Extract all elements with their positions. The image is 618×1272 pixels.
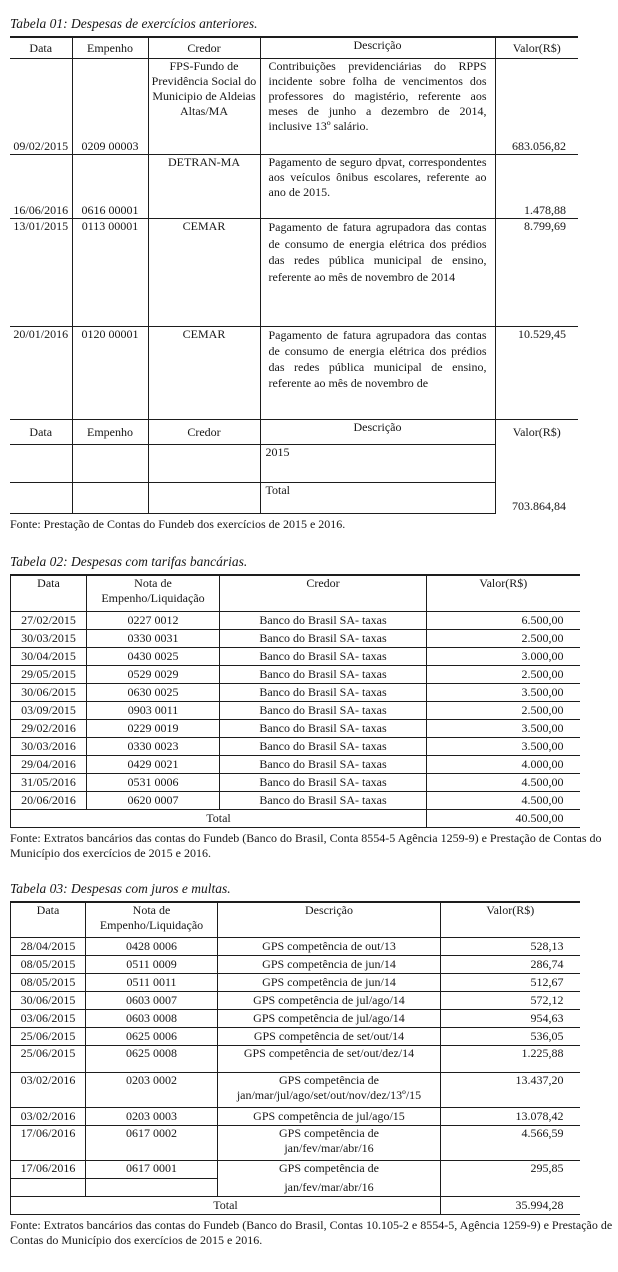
cell-nota bbox=[86, 1179, 218, 1197]
cell-valor: 3.000,00 bbox=[427, 648, 580, 666]
table-row bbox=[11, 684, 580, 702]
cell-nota: 0203 0003 bbox=[86, 1108, 218, 1126]
cell-valor: 286,74 bbox=[441, 956, 580, 974]
cell-nota: 0428 0006 bbox=[86, 938, 218, 956]
total-value: 35.994,28 bbox=[441, 1197, 580, 1215]
cell-data bbox=[10, 445, 72, 483]
cell-data: 03/09/2015 bbox=[11, 702, 87, 720]
cell-nota: 0531 0006 bbox=[87, 774, 220, 792]
cell-valor: 3.500,00 bbox=[427, 720, 580, 738]
cell-valor: 6.500,00 bbox=[427, 612, 580, 630]
table2-source-note: Fonte: Extratos bancários das contas do Fundeb (Banco do Brasil, Conta 8554-5 Agência 1259-9) e Prestação de Contas do Município dos exercícios de 2015 e 2016. bbox=[10, 831, 602, 860]
cell-data: 25/06/2015 bbox=[11, 1046, 86, 1073]
cell-valor: 528,13 bbox=[441, 938, 580, 956]
table-row bbox=[10, 219, 578, 327]
cell-valor: 13.437,20 bbox=[441, 1073, 580, 1108]
cell-valor: 4.500,00 bbox=[427, 792, 580, 810]
total-label: Total bbox=[260, 483, 495, 514]
cell-valor: 4.000,00 bbox=[427, 756, 580, 774]
cell-credor: Banco do Brasil SA- taxas bbox=[220, 630, 427, 648]
cell-valor: 1.225,88 bbox=[441, 1046, 580, 1073]
table2-total-row bbox=[11, 810, 580, 828]
cell-valor: 2.500,00 bbox=[427, 666, 580, 684]
cell-descricao: Contribuições previdenciárias do RPPS incidente sobre folha de vencimentos dos professores do magistério, referente aos meses de junho a dezembro de 2014, inclusive 13º salário. bbox=[260, 59, 495, 155]
cell-nota: 0603 0007 bbox=[86, 992, 218, 1010]
table3-col-valor: Valor(R$) bbox=[441, 902, 580, 938]
table3-title: Tabela 03: Despesas com juros e multas. bbox=[10, 881, 231, 896]
total-label: Total bbox=[11, 810, 427, 828]
cell-empenho: 0113 00001 bbox=[72, 219, 148, 327]
cell-descricao: GPS competência de jul/ago/14 bbox=[218, 992, 441, 1010]
table1-col-descricao: Descrição bbox=[260, 37, 495, 59]
table1-col-empenho: Empenho bbox=[72, 37, 148, 59]
cell-valor: 4.500,00 bbox=[427, 774, 580, 792]
table1-col-credor: Credor bbox=[148, 37, 260, 59]
table-row bbox=[11, 702, 580, 720]
table-row bbox=[11, 1010, 580, 1028]
table3-col-descricao: Descrição bbox=[218, 902, 441, 938]
cell-data: 30/06/2015 bbox=[11, 684, 87, 702]
cell-descricao: 2015 bbox=[260, 445, 495, 483]
cell-data bbox=[10, 483, 72, 514]
descricao-line1: GPS competência de bbox=[279, 1073, 379, 1087]
table-row bbox=[11, 1046, 580, 1073]
table-row bbox=[11, 612, 580, 630]
cell-data: 09/02/2015 bbox=[10, 59, 72, 155]
cell-data: 29/05/2015 bbox=[11, 666, 87, 684]
cell-descricao: GPS competência de jul/ago/15 bbox=[218, 1108, 441, 1126]
total-value: 40.500,00 bbox=[427, 810, 580, 828]
cell-empenho: 0209 00003 bbox=[72, 59, 148, 155]
table3-source-note: Fonte: Extratos bancários das contas do Fundeb (Banco do Brasil, Contas 10.105-2 e 8554-5, Agência 1259-9) e Prestação de Contas do Município dos exercícios de 2015 e 2016. bbox=[10, 1218, 613, 1247]
cell-empenho bbox=[72, 483, 148, 514]
cell-valor: 13.078,42 bbox=[441, 1108, 580, 1126]
cell-credor: Banco do Brasil SA- taxas bbox=[220, 648, 427, 666]
cell-data: 20/06/2016 bbox=[11, 792, 87, 810]
cell-empenho bbox=[72, 445, 148, 483]
cell-nota: 0430 0025 bbox=[87, 648, 220, 666]
cell-valor: 3.500,00 bbox=[427, 684, 580, 702]
cell-credor: DETRAN-MA bbox=[148, 155, 260, 219]
cell-data: 28/04/2015 bbox=[11, 938, 86, 956]
descricao-line1: GPS competência de bbox=[279, 1126, 379, 1140]
cell-valor: 572,12 bbox=[441, 992, 580, 1010]
cell-nota: 0429 0021 bbox=[87, 756, 220, 774]
cell-nota: 0330 0023 bbox=[87, 738, 220, 756]
descricao-line2: jan/fev/mar/abr/16 bbox=[284, 1141, 374, 1155]
cell-credor: Banco do Brasil SA- taxas bbox=[220, 702, 427, 720]
cell-data: 03/02/2016 bbox=[11, 1073, 86, 1108]
table-row bbox=[11, 1028, 580, 1046]
cell-data: 27/02/2015 bbox=[11, 612, 87, 630]
cell-data: 25/06/2015 bbox=[11, 1028, 86, 1046]
table2-header-row bbox=[11, 575, 580, 612]
cell-data: 13/01/2015 bbox=[10, 219, 72, 327]
cell-valor bbox=[441, 1179, 580, 1197]
cell-data: 17/06/2016 bbox=[11, 1126, 86, 1161]
table1-col-valor-repeat: Valor(R$) bbox=[495, 420, 578, 445]
table1-repeated-header-row bbox=[10, 420, 578, 445]
cell-nota: 0511 0009 bbox=[86, 956, 218, 974]
cell-nota: 0617 0002 bbox=[86, 1126, 218, 1161]
table-row bbox=[11, 992, 580, 1010]
cell-valor: 954,63 bbox=[441, 1010, 580, 1028]
section-gap bbox=[10, 532, 618, 554]
cell-credor: CEMAR bbox=[148, 327, 260, 420]
cell-descricao: Pagamento de fatura agrupadora das contas de consumo de energia elétrica dos prédios das redes pública municipal de ensino, referente ao mês de novembro de bbox=[260, 327, 495, 420]
cell-valor: 4.566,59 bbox=[441, 1126, 580, 1161]
table-row bbox=[11, 738, 580, 756]
table1-total-row bbox=[10, 483, 578, 514]
cell-data: 16/06/2016 bbox=[10, 155, 72, 219]
table1-col-data-repeat: Data bbox=[10, 420, 72, 445]
cell-nota: 0625 0008 bbox=[86, 1046, 218, 1073]
cell-descricao: jan/fev/mar/abr/16 bbox=[218, 1179, 441, 1197]
cell-credor: Banco do Brasil SA- taxas bbox=[220, 756, 427, 774]
cell-nota: 0227 0012 bbox=[87, 612, 220, 630]
cell-nota: 0630 0025 bbox=[87, 684, 220, 702]
cell-data: 20/01/2016 bbox=[10, 327, 72, 420]
table-row bbox=[10, 327, 578, 420]
table2-title: Tabela 02: Despesas com tarifas bancárias. bbox=[10, 554, 248, 569]
table-row bbox=[10, 155, 578, 219]
cell-descricao: GPS competência de bbox=[218, 1161, 441, 1179]
cell-valor: 2.500,00 bbox=[427, 702, 580, 720]
cell-data: 08/05/2015 bbox=[11, 974, 86, 992]
cell-nota: 0603 0008 bbox=[86, 1010, 218, 1028]
cell-credor: Banco do Brasil SA- taxas bbox=[220, 774, 427, 792]
table3-header-row bbox=[11, 902, 580, 938]
table-row bbox=[11, 1161, 580, 1179]
cell-valor: 295,85 bbox=[441, 1161, 580, 1179]
table-row bbox=[11, 648, 580, 666]
table-row bbox=[11, 1073, 580, 1108]
cell-nota: 0529 0029 bbox=[87, 666, 220, 684]
cell-credor: Banco do Brasil SA- taxas bbox=[220, 666, 427, 684]
cell-descricao: Pagamento de fatura agrupadora das contas de consumo de energia elétrica dos prédios das redes pública municipal de ensino, referente ao mês de novembro de 2014 bbox=[260, 219, 495, 327]
table1-col-empenho-repeat: Empenho bbox=[72, 420, 148, 445]
cell-descricao: Pagamento de seguro dpvat, correspondentes aos veículos ônibus escolares, referente ao ano de 2015. bbox=[260, 155, 495, 219]
cell-data: 17/06/2016 bbox=[11, 1161, 86, 1179]
cell-valor: 536,05 bbox=[441, 1028, 580, 1046]
cell-credor: Banco do Brasil SA- taxas bbox=[220, 720, 427, 738]
cell-credor: Banco do Brasil SA- taxas bbox=[220, 738, 427, 756]
table1-source-note: Fonte: Prestação de Contas do Fundeb dos exercícios de 2015 e 2016. bbox=[10, 517, 346, 531]
table1-col-data: Data bbox=[10, 37, 72, 59]
cell-valor: 10.529,45 bbox=[495, 327, 578, 420]
cell-nota: 0229 0019 bbox=[87, 720, 220, 738]
table1-despesas-exercicios-anteriores bbox=[10, 36, 578, 514]
cell-descricao: GPS competência de set/out/14 bbox=[218, 1028, 441, 1046]
table1-header-row bbox=[10, 37, 578, 59]
table-row bbox=[11, 720, 580, 738]
total-label: Total bbox=[11, 1197, 441, 1215]
cell-data bbox=[11, 1179, 86, 1197]
table2-despesas-tarifas-bancarias bbox=[10, 574, 580, 828]
table1-continuation-row bbox=[10, 445, 578, 483]
section-gap bbox=[10, 861, 618, 881]
table-row-continuation bbox=[11, 1179, 580, 1197]
table2-col-data: Data bbox=[11, 575, 87, 612]
table1-col-credor-repeat: Credor bbox=[148, 420, 260, 445]
cell-data: 30/03/2016 bbox=[11, 738, 87, 756]
table2-col-valor: Valor(R$) bbox=[427, 575, 580, 612]
table-row bbox=[11, 630, 580, 648]
cell-empenho: 0120 00001 bbox=[72, 327, 148, 420]
cell-valor: 683.056,82 bbox=[495, 59, 578, 155]
cell-data: 29/02/2016 bbox=[11, 720, 87, 738]
cell-valor: 8.799,69 bbox=[495, 219, 578, 327]
cell-data: 29/04/2016 bbox=[11, 756, 87, 774]
table2-col-credor: Credor bbox=[220, 575, 427, 612]
cell-data: 30/06/2015 bbox=[11, 992, 86, 1010]
cell-valor bbox=[495, 445, 578, 483]
table1-col-descricao-repeat: Descrição bbox=[260, 420, 495, 445]
cell-descricao: GPS competência de jul/ago/14 bbox=[218, 1010, 441, 1028]
cell-credor: Banco do Brasil SA- taxas bbox=[220, 612, 427, 630]
table-row bbox=[11, 974, 580, 992]
cell-data: 30/03/2015 bbox=[11, 630, 87, 648]
table1-col-valor: Valor(R$) bbox=[495, 37, 578, 59]
total-value: 703.864,84 bbox=[495, 483, 578, 514]
descricao-line2: jan/mar/jul/ago/set/out/nov/dez/13º/15 bbox=[236, 1088, 422, 1102]
cell-nota: 0330 0031 bbox=[87, 630, 220, 648]
cell-credor: Banco do Brasil SA- taxas bbox=[220, 792, 427, 810]
cell-data: 08/05/2015 bbox=[11, 956, 86, 974]
cell-valor: 1.478,88 bbox=[495, 155, 578, 219]
cell-nota: 0625 0006 bbox=[86, 1028, 218, 1046]
cell-nota: 0620 0007 bbox=[87, 792, 220, 810]
table1-title: Tabela 01: Despesas de exercícios anteriores. bbox=[10, 16, 258, 31]
cell-empenho: 0616 00001 bbox=[72, 155, 148, 219]
table-row bbox=[11, 1126, 580, 1161]
table-row bbox=[11, 756, 580, 774]
cell-descricao: GPS competência de out/13 bbox=[218, 938, 441, 956]
table3-col-nota: Nota de Empenho/Liquidação bbox=[86, 902, 218, 938]
table-row bbox=[11, 938, 580, 956]
cell-data: 03/02/2016 bbox=[11, 1108, 86, 1126]
cell-data: 30/04/2015 bbox=[11, 648, 87, 666]
cell-nota: 0617 0001 bbox=[86, 1161, 218, 1179]
table-row bbox=[11, 956, 580, 974]
cell-credor: FPS-Fundo de Previdência Social do Municipio de Aldeias Altas/MA bbox=[148, 59, 260, 155]
table-row bbox=[11, 666, 580, 684]
table-row bbox=[11, 792, 580, 810]
cell-nota: 0203 0002 bbox=[86, 1073, 218, 1108]
table2-col-nota: Nota de Empenho/Liquidação bbox=[87, 575, 220, 612]
cell-descricao: GPS competência de set/out/dez/14 bbox=[218, 1046, 441, 1073]
table3-despesas-juros-multas bbox=[10, 901, 580, 1215]
cell-descricao bbox=[218, 1126, 441, 1161]
cell-valor: 2.500,00 bbox=[427, 630, 580, 648]
cell-credor bbox=[148, 445, 260, 483]
table-row bbox=[10, 59, 578, 155]
cell-credor: CEMAR bbox=[148, 219, 260, 327]
table3-col-data: Data bbox=[11, 902, 86, 938]
cell-valor: 512,67 bbox=[441, 974, 580, 992]
cell-nota: 0511 0011 bbox=[86, 974, 218, 992]
table-row bbox=[11, 1108, 580, 1126]
table-row bbox=[11, 774, 580, 792]
cell-credor: Banco do Brasil SA- taxas bbox=[220, 684, 427, 702]
table3-total-row bbox=[11, 1197, 580, 1215]
cell-data: 03/06/2015 bbox=[11, 1010, 86, 1028]
cell-nota: 0903 0011 bbox=[87, 702, 220, 720]
cell-credor bbox=[148, 483, 260, 514]
cell-descricao: GPS competência de jun/14 bbox=[218, 956, 441, 974]
cell-descricao: GPS competência de jun/14 bbox=[218, 974, 441, 992]
cell-descricao bbox=[218, 1073, 441, 1108]
cell-data: 31/05/2016 bbox=[11, 774, 87, 792]
cell-valor: 3.500,00 bbox=[427, 738, 580, 756]
